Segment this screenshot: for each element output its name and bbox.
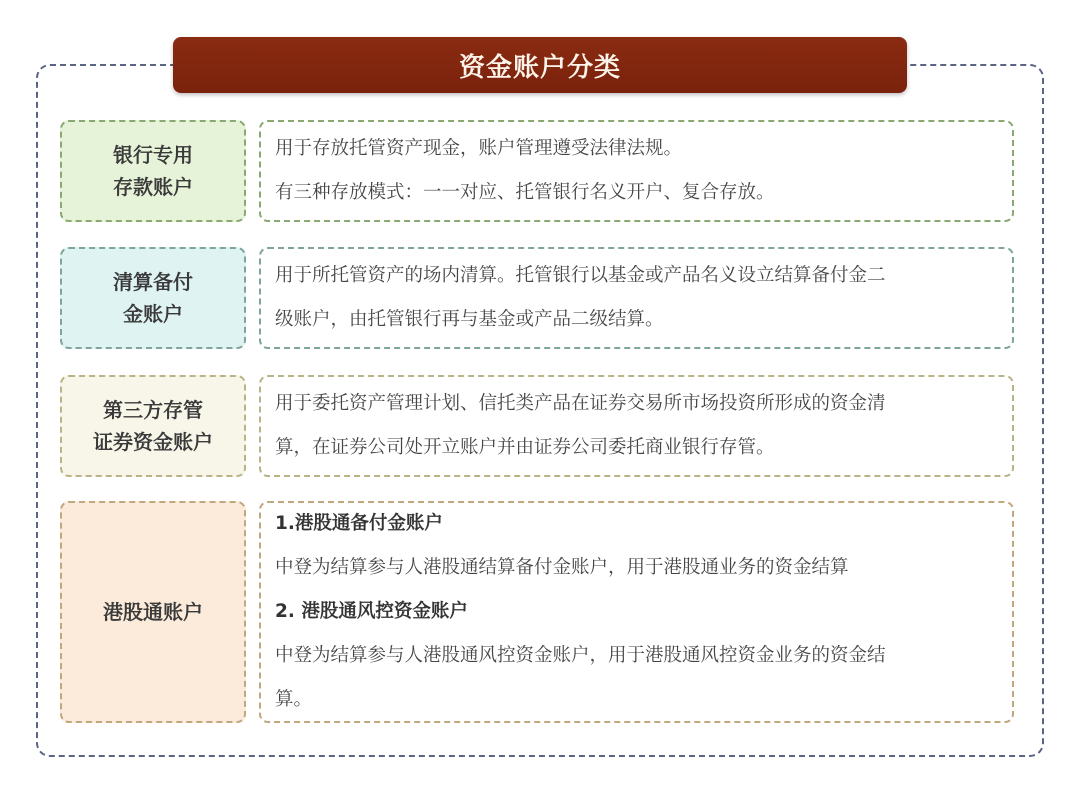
account-row-hk-connect: [60, 501, 1016, 723]
description-box: [259, 375, 1014, 477]
label-line: 港股通账户: [103, 600, 203, 624]
description-line: 中登为结算参与人港股通风控资金账户，用于港股通风控资金业务的资金结: [275, 645, 886, 666]
label-line: 金账户: [123, 302, 183, 326]
label-line: 清算备付: [113, 270, 193, 294]
description-box: [259, 247, 1014, 349]
title-banner: 资金账户分类: [173, 37, 907, 93]
account-row-third-party-custody: [60, 375, 1016, 477]
description-line: 用于委托资产管理计划、信托类产品在证券交易所市场投资所形成的资金清: [275, 393, 886, 414]
label-box: [60, 120, 246, 222]
description-line: 中登为结算参与人港股通结算备付金账户，用于港股通业务的资金结算: [275, 557, 849, 578]
description-line: 用于所托管资产的场内清算。托管银行以基金或产品名义设立结算备付金二: [275, 265, 886, 286]
description-line: 有三种存放模式：一一对应、托管银行名义开户、复合存放。: [275, 182, 775, 203]
subheading-line: 2. 港股通风控资金账户: [275, 601, 468, 622]
description-box: [259, 501, 1014, 723]
account-row-clearing-reserve: [60, 247, 1016, 349]
description-box: [259, 120, 1014, 222]
label-line: 银行专用: [113, 143, 193, 167]
label-line: 证券资金账户: [93, 430, 213, 454]
label-line: 存款账户: [113, 175, 193, 199]
description-line: 用于存放托管资产现金，账户管理遵受法律法规。: [275, 138, 683, 159]
account-row-bank-deposit: [60, 120, 1016, 222]
label-box: [60, 501, 246, 723]
description-line: 算，在证券公司处开立账户并由证券公司委托商业银行存管。: [275, 437, 775, 458]
description-line: 算。: [275, 689, 313, 710]
subheading-line: 1.港股通备付金账户: [275, 513, 443, 534]
label-box: [60, 375, 246, 477]
label-line: 第三方存管: [103, 398, 203, 422]
label-box: [60, 247, 246, 349]
description-line: 级账户，由托管银行再与基金或产品二级结算。: [275, 309, 664, 330]
